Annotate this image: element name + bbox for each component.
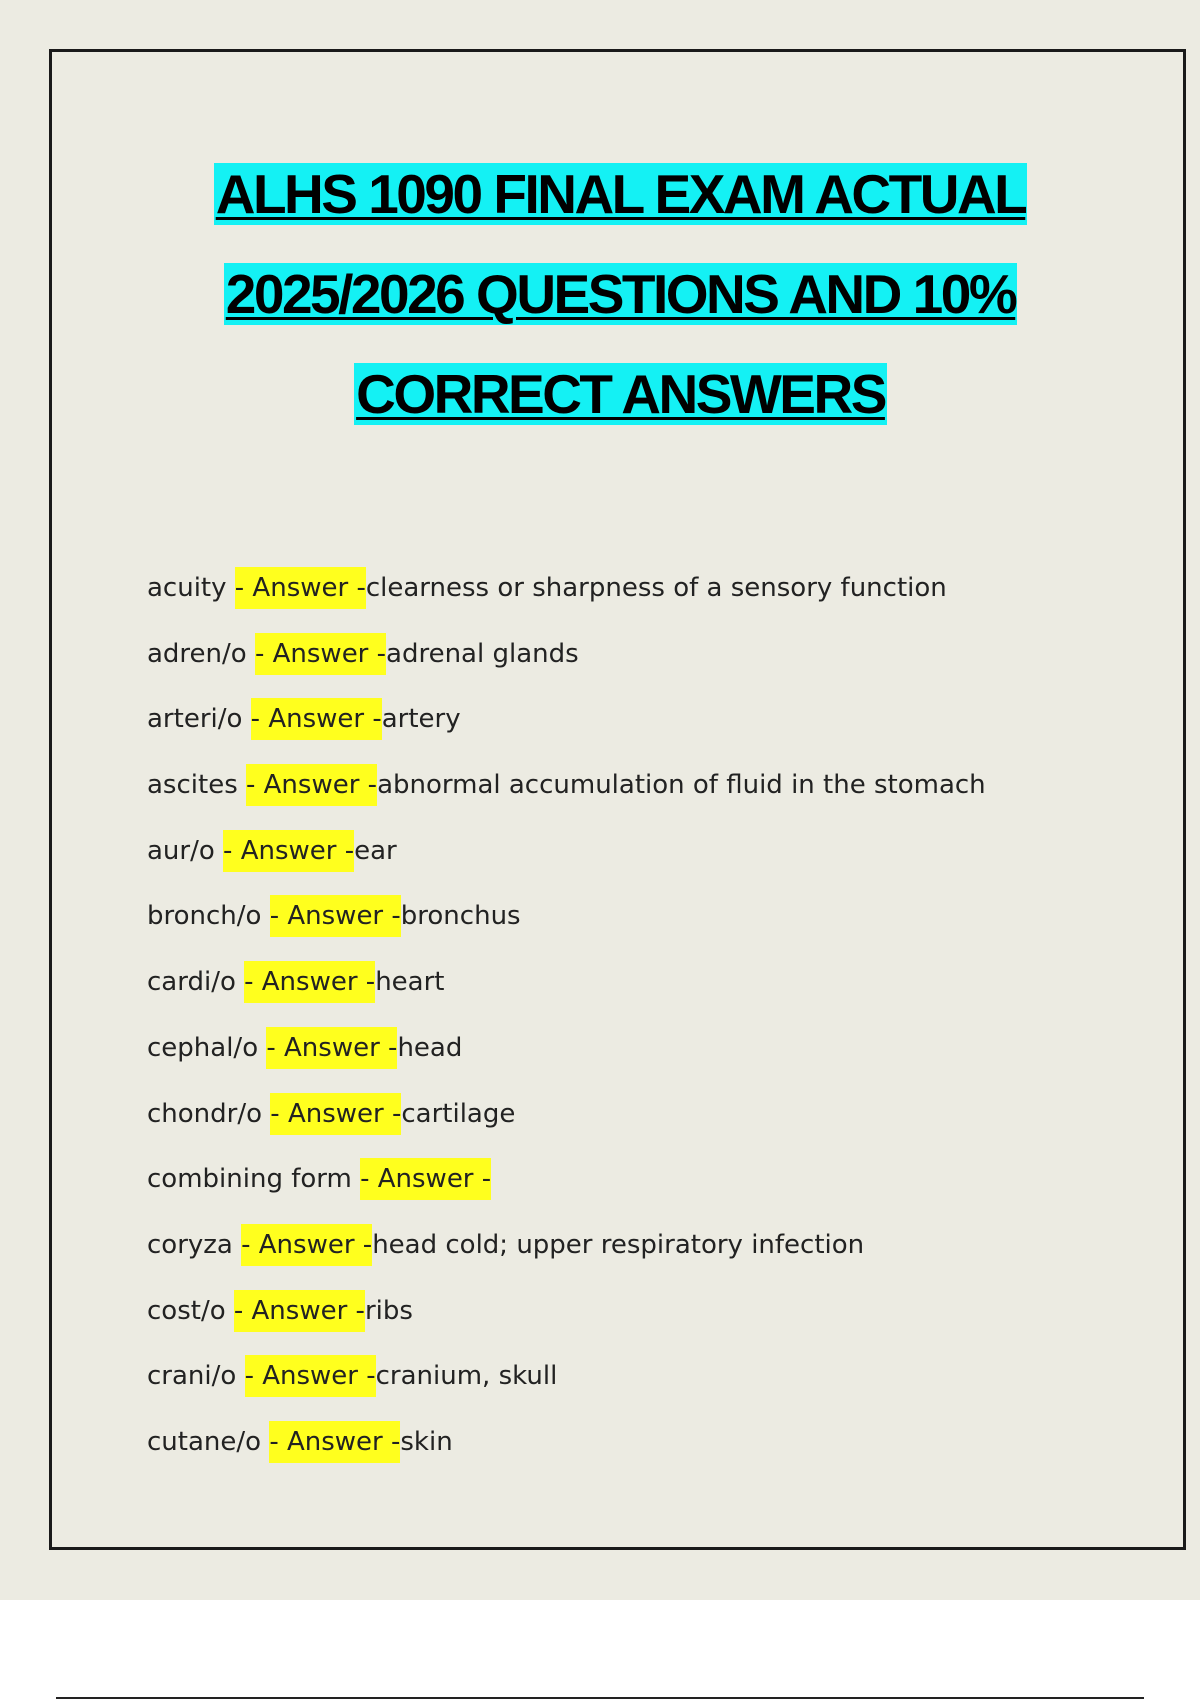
term-entry	[147, 1147, 1147, 1213]
answer-marker: - Answer -	[266, 1027, 397, 1069]
term: ascites	[147, 770, 246, 801]
answer-marker: - Answer -	[246, 764, 377, 806]
title-line	[52, 244, 1189, 344]
title-line-text: ALHS 1090 FINAL EXAM ACTUAL	[215, 163, 1026, 225]
term-entry	[147, 1213, 1147, 1279]
answer-marker: - Answer -	[270, 895, 401, 937]
term-entry	[147, 1344, 1147, 1410]
term-list	[147, 556, 1147, 1476]
term: cost/o	[147, 1295, 234, 1326]
document-title	[52, 144, 1189, 444]
term-entry	[147, 622, 1147, 688]
answer-marker: - Answer -	[244, 961, 375, 1003]
answer-marker: - Answer -	[223, 830, 354, 872]
term: bronch/o	[147, 901, 270, 932]
definition: ribs	[364, 1295, 413, 1326]
term: arteri/o	[147, 704, 251, 735]
definition: heart	[375, 967, 445, 998]
term: cephal/o	[147, 1032, 267, 1063]
term-entry	[147, 1082, 1147, 1148]
term: coryza	[147, 1229, 242, 1260]
term-entry	[147, 1279, 1147, 1345]
term-entry	[147, 753, 1147, 819]
definition: clearness or sharpness of a sensory function	[365, 573, 947, 603]
term-entry	[147, 950, 1147, 1016]
definition: adrenal glands	[386, 638, 579, 669]
answer-marker: - Answer -	[360, 1158, 491, 1200]
term-entry	[147, 819, 1147, 885]
title-line	[52, 144, 1189, 244]
term-entry	[147, 1016, 1147, 1082]
term: chondr/o	[147, 1098, 271, 1129]
answer-marker: - Answer -	[235, 567, 366, 609]
answer-marker: - Answer -	[251, 698, 382, 740]
document-frame	[49, 49, 1186, 1550]
term: cutane/o	[147, 1426, 270, 1457]
answer-marker: - Answer -	[270, 1093, 401, 1135]
answer-marker: - Answer -	[245, 1355, 376, 1397]
definition: artery	[381, 704, 461, 735]
definition: head cold; upper respiratory infection	[372, 1229, 865, 1260]
definition: cartilage	[401, 1098, 516, 1129]
definition: skin	[400, 1426, 453, 1457]
term: aur/o	[147, 835, 224, 866]
definition: head	[397, 1032, 463, 1063]
title-line	[52, 344, 1189, 444]
term-entry	[147, 687, 1147, 753]
answer-marker: - Answer -	[241, 1224, 372, 1266]
term-entry	[147, 1410, 1147, 1476]
definition: bronchus	[400, 901, 521, 932]
term-entry	[147, 884, 1147, 950]
footer-rule	[56, 1697, 1144, 1699]
definition: cranium, skull	[375, 1361, 558, 1392]
term: crani/o	[147, 1361, 245, 1392]
answer-marker: - Answer -	[255, 633, 386, 675]
term: adren/o	[147, 638, 255, 669]
term: acuity	[147, 573, 235, 603]
term: cardi/o	[147, 967, 245, 998]
title-line-text: CORRECT ANSWERS	[356, 363, 885, 425]
term: combining form	[147, 1164, 361, 1195]
answer-marker: - Answer -	[269, 1421, 400, 1463]
definition: abnormal accumulation of fluid in the stomach	[377, 770, 986, 801]
title-line-text: 2025/2026 QUESTIONS AND 10%	[225, 263, 1016, 325]
answer-marker: - Answer -	[234, 1290, 365, 1332]
definition: ear	[354, 835, 397, 866]
term-entry	[147, 556, 1147, 622]
